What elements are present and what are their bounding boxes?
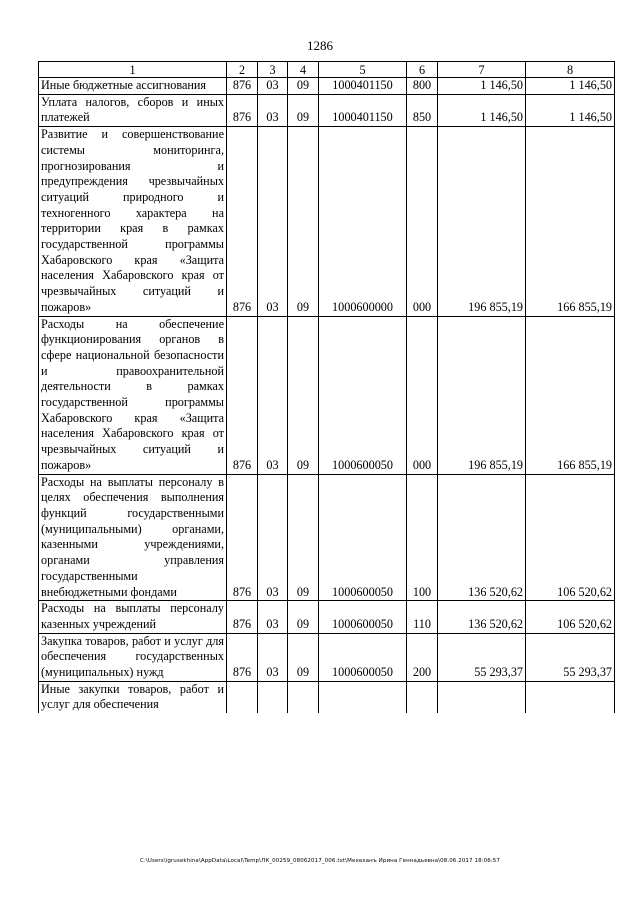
cell-target-article: 1000600050 [319,601,407,633]
cell-subsection: 09 [288,316,319,474]
cell-target-article [319,681,407,713]
table-row [39,601,615,633]
col-header-5: 5 [319,62,407,78]
cell-subsection: 09 [288,601,319,633]
cell-subsection: 09 [288,633,319,681]
cell-expense-type: 850 [407,94,438,126]
cell-code: 876 [227,78,258,95]
cell-subsection: 09 [288,474,319,601]
cell-code: 876 [227,127,258,316]
cell-amount-2: 106 520,62 [526,474,615,601]
col-header-1: 1 [39,62,227,78]
cell-subsection: 09 [288,127,319,316]
cell-expense-type: 100 [407,474,438,601]
cell-code: 876 [227,316,258,474]
cell-expense-type [407,681,438,713]
table-row [39,474,615,601]
cell-amount-1: 196 855,19 [438,316,526,474]
row-description: Уплата налогов, сборов и иных платежей [39,94,227,126]
cell-section [258,681,288,713]
col-header-4: 4 [288,62,319,78]
cell-section: 03 [258,474,288,601]
row-description: Расходы на обеспечение функционирования органов в сфере национальной безопасности и правоохранительной деятельности в рамках государственной программы Хабаровского края «Защита населения Хабаровского края от чрезвычайных ситуаций и пожаров» [39,316,227,474]
cell-section: 03 [258,601,288,633]
cell-code: 876 [227,94,258,126]
row-description: Развитие и совершенствование системы мониторинга, прогнозирования и предупреждения чрезвычайных ситуаций природного и техногенного характера на территории края в рамках государственной программы Хабаровского края «Защита населения Хабаровского края от чрезвычайных ситуаций и пожаров» [39,127,227,316]
table-row [39,78,615,95]
col-header-8: 8 [526,62,615,78]
cell-section: 03 [258,316,288,474]
cell-target-article: 1000600050 [319,316,407,474]
cell-section: 03 [258,78,288,95]
cell-amount-1: 1 146,50 [438,78,526,95]
cell-amount-2: 166 855,19 [526,127,615,316]
row-description: Иные бюджетные ассигнования [39,78,227,95]
cell-section: 03 [258,633,288,681]
cell-amount-2: 166 855,19 [526,316,615,474]
cell-code [227,681,258,713]
table-row [39,127,615,316]
cell-expense-type: 110 [407,601,438,633]
cell-subsection: 09 [288,94,319,126]
table-row [39,94,615,126]
cell-expense-type: 000 [407,316,438,474]
cell-section: 03 [258,127,288,316]
cell-code: 876 [227,474,258,601]
cell-amount-1 [438,681,526,713]
cell-target-article: 1000401150 [319,94,407,126]
row-description: Закупка товаров, работ и услуг для обеспечения государственных (муниципальных) нужд [39,633,227,681]
col-header-3: 3 [258,62,288,78]
cell-amount-1: 1 146,50 [438,94,526,126]
cell-amount-1: 196 855,19 [438,127,526,316]
cell-subsection [288,681,319,713]
cell-target-article: 1000600050 [319,474,407,601]
cell-amount-2: 106 520,62 [526,601,615,633]
cell-expense-type: 800 [407,78,438,95]
cell-target-article: 1000600000 [319,127,407,316]
header-row [39,62,615,78]
cell-code: 876 [227,601,258,633]
row-description: Расходы на выплаты персоналу в целях обеспечения выполнения функций государственными (муниципальными) органами, казенными учреждениями, органами управления государственными внебюджетными фондами [39,474,227,601]
cell-amount-1: 136 520,62 [438,601,526,633]
cell-target-article: 1000600050 [319,633,407,681]
col-header-7: 7 [438,62,526,78]
row-description: Иные закупки товаров, работ и услуг для обеспечения [39,681,227,713]
col-header-6: 6 [407,62,438,78]
cell-expense-type: 200 [407,633,438,681]
row-description: Расходы на выплаты персоналу казенных учреждений [39,601,227,633]
cell-expense-type: 000 [407,127,438,316]
cell-subsection: 09 [288,78,319,95]
page-number: 1286 [307,38,333,53]
cell-code: 876 [227,633,258,681]
table-row [39,316,615,474]
cell-amount-2: 55 293,37 [526,633,615,681]
cell-amount-1: 55 293,37 [438,633,526,681]
cell-amount-2: 1 146,50 [526,94,615,126]
cell-target-article: 1000401150 [319,78,407,95]
budget-table [38,61,615,713]
file-path-footer: C:\Users\igrusekhina\AppData\Local\Temp\ЛК_00259_08062017_006.txt\Мехеханъ Ирина Геннадьевна\08.06.2017 18:06:57 [140,858,500,864]
col-header-2: 2 [227,62,258,78]
cell-section: 03 [258,94,288,126]
table-row [39,633,615,681]
cell-amount-2: 1 146,50 [526,78,615,95]
cell-amount-1: 136 520,62 [438,474,526,601]
cell-amount-2 [526,681,615,713]
table-row [39,681,615,713]
